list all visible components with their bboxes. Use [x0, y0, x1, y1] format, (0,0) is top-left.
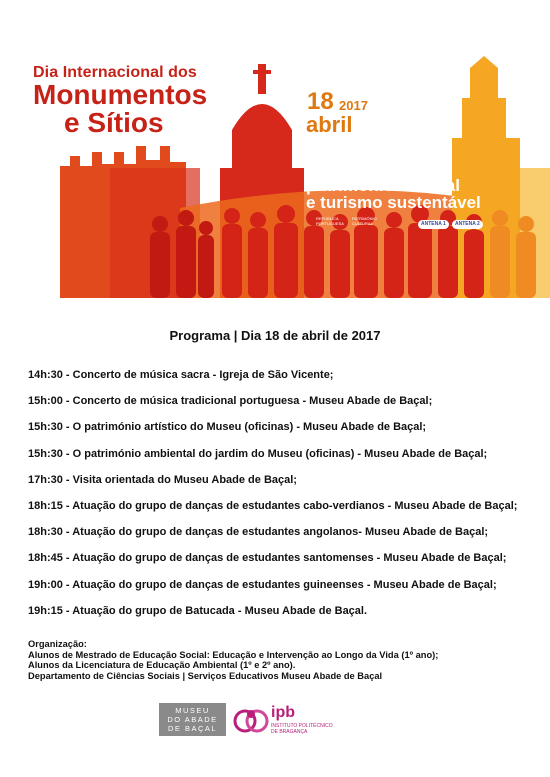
banner-title-line2: Monumentos [33, 79, 208, 110]
event-banner [0, 48, 550, 298]
schedule-item: 15h:30 - O património ambiental do jardim do Museu (oficinas) - Museu Abade de Baçal; [28, 447, 488, 460]
schedule-item: 17h:30 - Visita orientada do Museu Abade de Baçal; [28, 473, 297, 486]
schedule-item: 18h:15 - Atuação do grupo de danças de estudantes cabo-verdianos - Museu Abade de Baçal; [28, 499, 518, 512]
banner-theme-line2: e turismo sustentável [306, 193, 481, 212]
ipb-subtitle [271, 723, 333, 735]
antena1-badge: ANTENA 1 [418, 220, 449, 229]
ipb-subtitle-line: INSTITUTO POLITÉCNICO [271, 723, 333, 729]
organization-line: Alunos da Licenciatura de Educação Ambiental (1º e 2º ano). [28, 660, 296, 671]
museu-logo-line: MUSEU [175, 706, 210, 715]
antena2-badge: ANTENA 2 [452, 220, 483, 229]
schedule-item: 18h:45 - Atuação do grupo de danças de estudantes santomenses - Museu Abade de Baçal; [28, 552, 507, 565]
organization-block [28, 639, 438, 681]
ipb-name: ipb [271, 704, 295, 721]
banner-theme-line1: património cultural [306, 176, 460, 195]
banner-year: 2017 [339, 98, 368, 113]
program-title: Programa | Dia 18 de abril de 2017 [169, 328, 381, 343]
banner-title-line3: e Sítios [64, 107, 164, 138]
organization-line: Alunos de Mestrado de Educação Social: Educação e Intervenção ao Longo da Vida (1º ano); [28, 649, 439, 660]
schedule-item: 15h:00 - Concerto de música tradicional portuguesa - Museu Abade de Baçal; [28, 395, 433, 408]
banner-month: abril [306, 112, 353, 137]
museu-logo-line: DO ABADE [167, 715, 218, 724]
museu-logo-line: DE BAÇAL [167, 724, 218, 733]
patrimonio-cultural-logo: PATRIMÓNIO CULTURAL [352, 216, 377, 226]
museu-abade-bacal-logo [159, 703, 226, 736]
schedule-item: 18h:30 - Atuação do grupo de danças de estudantes angolanos- Museu Abade de Baçal; [28, 526, 489, 539]
ipb-subtitle-line: DE BRAGANÇA [271, 729, 308, 735]
schedule-item: 19h:15 - Atuação do grupo de Batucada - Museu Abade de Baçal. [28, 604, 368, 617]
republica-portuguesa-logo: REPÚBLICA PORTUGUESA [316, 216, 344, 226]
schedule-item: 15h:30 - O património artístico do Museu (oficinas) - Museu Abade de Baçal; [28, 421, 427, 434]
organization-heading: Organização: [28, 639, 87, 649]
ipb-logo [233, 704, 333, 738]
organization-line: Departamento de Ciências Sociais | Serviços Educativos Museu Abade de Baçal [28, 670, 383, 681]
schedule-item: 19h:00 - Atuação do grupo de danças de estudantes guineenses - Museu Abade de Baçal; [28, 578, 497, 591]
banner-day: 18 [307, 88, 334, 115]
banner-title-line1: Dia Internacional dos [33, 64, 197, 81]
schedule-item: 14h:30 - Concerto de música sacra - Igreja de São Vicente; [28, 369, 334, 381]
ipb-emblem-icon [233, 706, 269, 736]
schedule-list [28, 369, 517, 631]
